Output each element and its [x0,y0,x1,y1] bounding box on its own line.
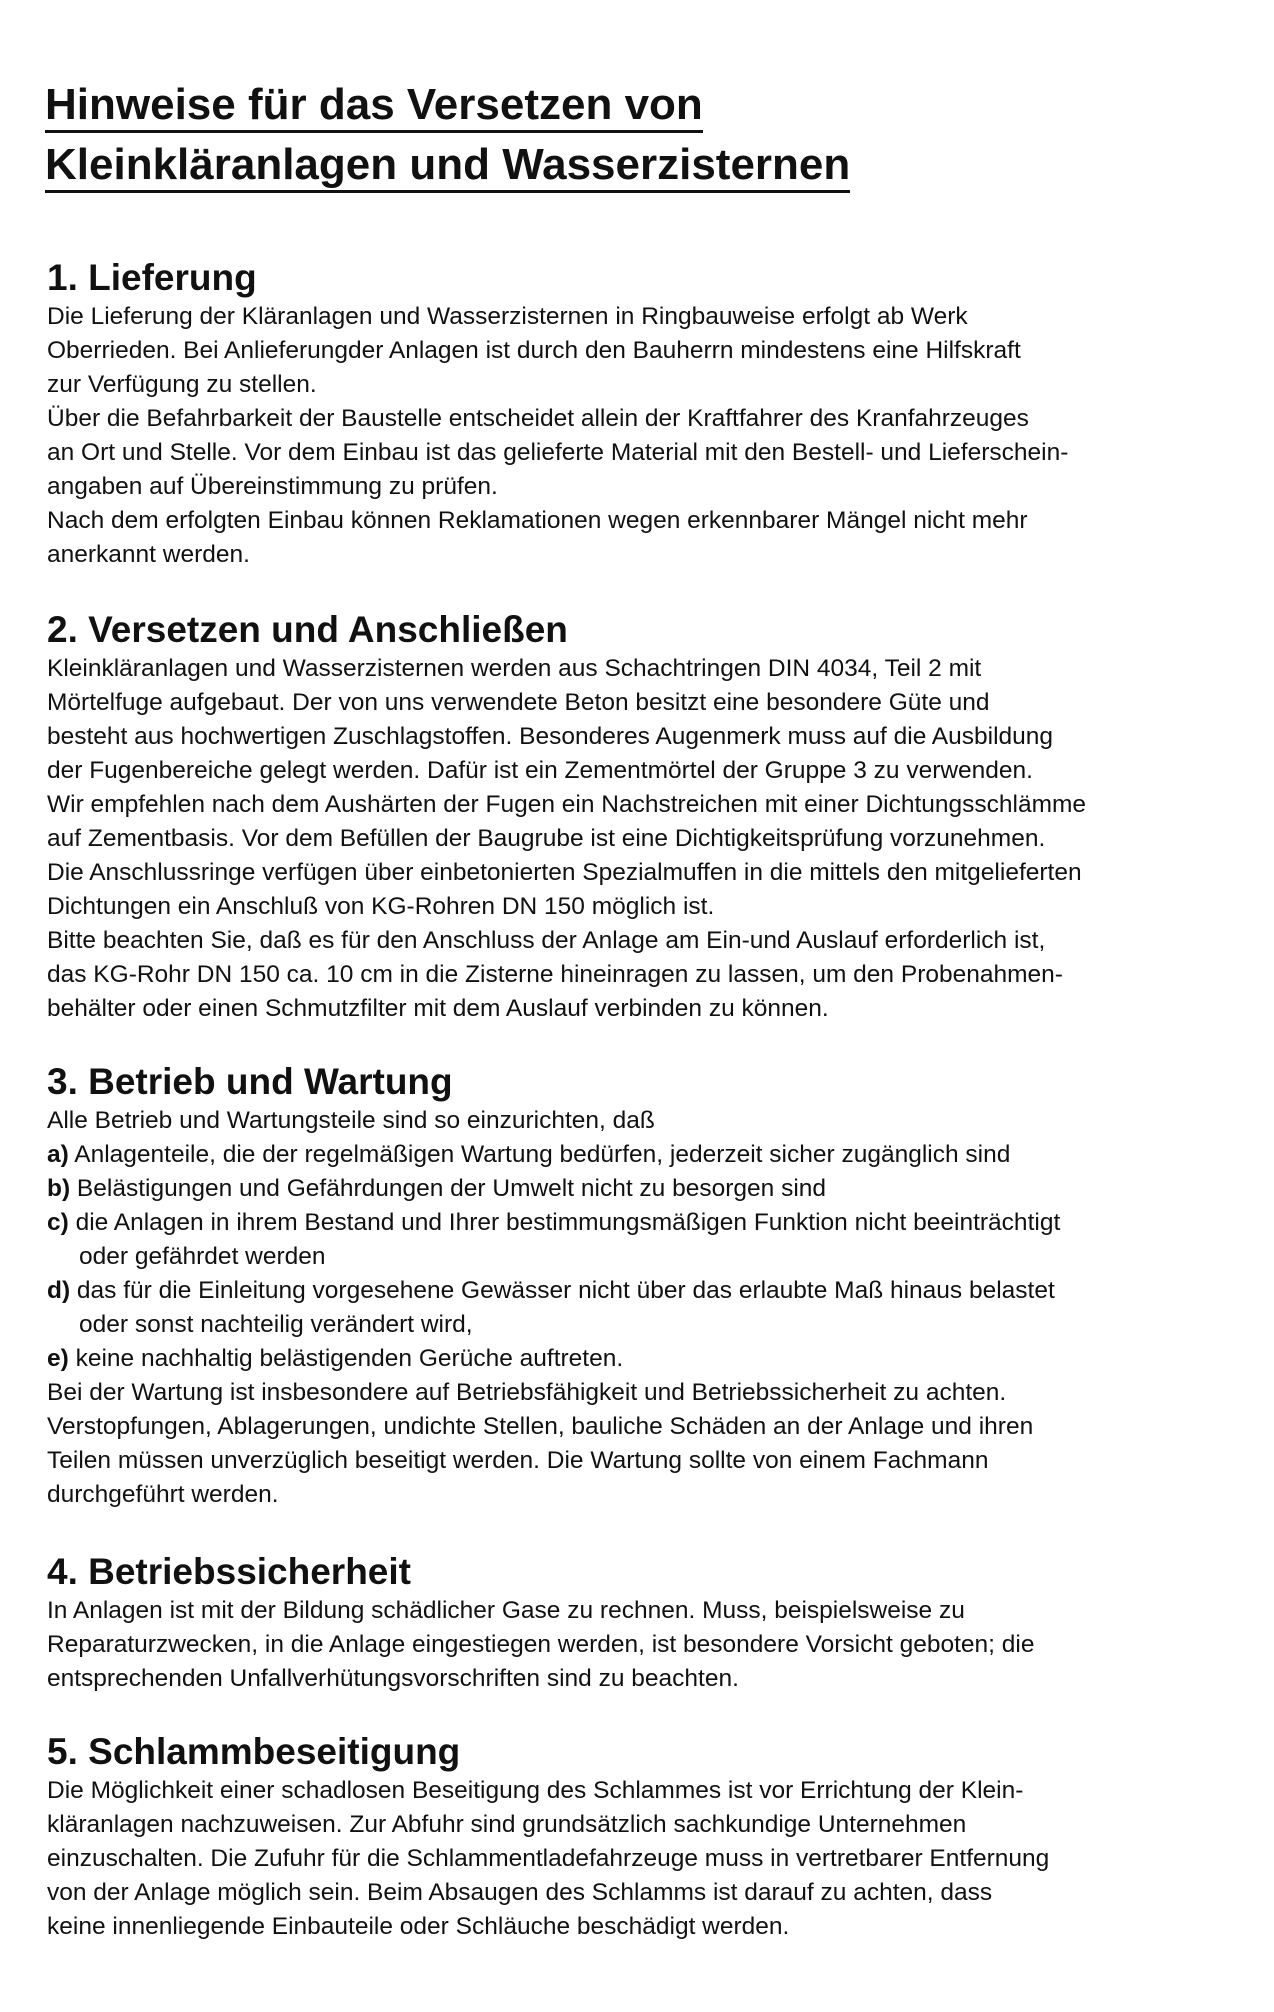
paragraph-line: Alle Betrieb und Wartungsteile sind so einzurichten, daß [47,1107,655,1134]
list-item-label: a) [47,1141,69,1168]
list-item-text: Belästigungen und Gefährdungen der Umwelt nicht zu besorgen sind [70,1175,827,1202]
list-item-label: d) [47,1277,71,1304]
paragraph-line: keine innenliegende Einbauteile oder Schläuche beschädigt werden. [47,1913,790,1940]
paragraph-line: besteht aus hochwertigen Zuschlagstoffen. Besonderes Augenmerk muss auf die Ausbildung [47,723,1054,750]
paragraph-line: zur Verfügung zu stellen. [47,371,317,398]
paragraph-line: kläranlagen nachzuweisen. Zur Abfuhr sind grundsätzlich sachkundige Unternehmen [47,1811,967,1838]
paragraph-line: durchgeführt werden. [47,1481,279,1508]
list-item [47,1206,1247,1240]
paragraph-line: Teilen müssen unverzüglich beseitigt werden. Die Wartung sollte von einem Fachmann [47,1447,989,1474]
paragraph-line: Die Anschlussringe verfügen über einbetonierten Spezialmuffen in die mittels den mitgelieferten [47,859,1082,886]
paragraph-line: entsprechenden Unfallverhütungsvorschriften sind zu beachten. [47,1665,739,1692]
list-item-continuation: oder sonst nachteilig verändert wird, [79,1311,473,1338]
document-title-line-2: Kleinkläranlagen und Wasserzisternen [45,140,850,193]
paragraph-line: Oberrieden. Bei Anlieferungder Anlagen ist durch den Bauherrn mindestens eine Hilfskraft [47,337,1021,364]
paragraph-line: anerkannt werden. [47,541,250,568]
paragraph-line: Wir empfehlen nach dem Aushärten der Fugen ein Nachstreichen mit einer Dichtungsschlämme [47,791,1087,818]
paragraph-line: Die Möglichkeit einer schadlosen Beseitigung des Schlammes ist vor Errichtung der Klein- [47,1777,1024,1804]
paragraph-line: das KG-Rohr DN 150 ca. 10 cm in die Zisterne hineinragen zu lassen, um den Probenahmen- [47,961,1063,988]
paragraph-line: Dichtungen ein Anschluß von KG-Rohren DN 150 möglich ist. [47,893,715,920]
document-title [45,80,850,200]
paragraph-line: Bei der Wartung ist insbesondere auf Betriebsfähigkeit und Betriebssicherheit zu achten. [47,1379,1007,1406]
list-item-text: die Anlagen in ihrem Bestand und Ihrer bestimmungsmäßigen Funktion nicht beeinträchtigt [68,1209,1061,1236]
section-betriebssicherheit [47,1550,1247,1696]
paragraph-line: In Anlagen ist mit der Bildung schädlicher Gase zu rechnen. Muss, beispielsweise zu [47,1597,965,1624]
list-item-label: c) [47,1209,69,1236]
section-heading: 5. Schlammbeseitigung [47,1731,461,1772]
paragraph-line: Kleinkläranlagen und Wasserzisternen werden aus Schachtringen DIN 4034, Teil 2 mit [47,655,982,682]
paragraph-line: Reparaturzwecken, in die Anlage eingestiegen werden, ist besondere Vorsicht geboten; die [47,1631,1035,1658]
list-item [47,1138,1247,1172]
list-item-label: b) [47,1175,71,1202]
section-heading: 4. Betriebssicherheit [47,1551,411,1592]
paragraph-line: an Ort und Stelle. Vor dem Einbau ist das gelieferte Material mit den Bestell- und Lieferschein- [47,439,1069,466]
paragraph-line: einzuschalten. Die Zufuhr für die Schlammentladefahrzeuge muss in vertretbarer Entfernung [47,1845,1050,1872]
paragraph-line: auf Zementbasis. Vor dem Befüllen der Baugrube ist eine Dichtigkeitsprüfung vorzunehmen. [47,825,1046,852]
section-betrieb-und-wartung [47,1060,1247,1512]
paragraph-line: Über die Befahrbarkeit der Baustelle entscheidet allein der Kraftfahrer des Kranfahrzeuges [47,405,1029,432]
list-item-text: das für die Einleitung vorgesehene Gewässer nicht über das erlaubte Maß hinaus belastet [70,1277,1055,1304]
section-schlammbeseitigung [47,1730,1247,1944]
list-item-label: e) [47,1345,69,1372]
paragraph-line: Bitte beachten Sie, daß es für den Anschluss der Anlage am Ein-und Auslauf erforderlich ist, [47,927,1046,954]
list-item [47,1342,1247,1376]
section-lieferung [47,256,1247,572]
section-versetzen-und-anschliessen [47,608,1247,1026]
paragraph-line: Die Lieferung der Kläranlagen und Wasserzisternen in Ringbauweise erfolgt ab Werk [47,303,968,330]
list-item-text: Anlagenteile, die der regelmäßigen Wartung bedürfen, jederzeit sicher zugänglich sind [68,1141,1011,1168]
section-heading: 1. Lieferung [47,257,257,298]
paragraph-line: der Fugenbereiche gelegt werden. Dafür ist ein Zementmörtel der Gruppe 3 zu verwenden. [47,757,1033,784]
paragraph-line: behälter oder einen Schmutzfilter mit dem Auslauf verbinden zu können. [47,995,829,1022]
paragraph-line: angaben auf Übereinstimmung zu prüfen. [47,473,498,500]
section-heading: 2. Versetzen und Anschließen [47,609,568,650]
section-heading: 3. Betrieb und Wartung [47,1061,453,1102]
list-item-text: keine nachhaltig belästigenden Gerüche auftreten. [68,1345,624,1372]
paragraph-line: Nach dem erfolgten Einbau können Reklamationen wegen erkennbarer Mängel nicht mehr [47,507,1028,534]
list-item-continuation: oder gefährdet werden [79,1243,326,1270]
paragraph-line: Verstopfungen, Ablagerungen, undichte Stellen, bauliche Schäden an der Anlage und ihren [47,1413,1034,1440]
paragraph-line: von der Anlage möglich sein. Beim Absaugen des Schlamms ist darauf zu achten, dass [47,1879,993,1906]
document-title-line-1: Hinweise für das Versetzen von [45,80,703,133]
list-item [47,1172,1247,1206]
paragraph-line: Mörtelfuge aufgebaut. Der von uns verwendete Beton besitzt eine besondere Güte und [47,689,990,716]
list-item [47,1274,1247,1308]
